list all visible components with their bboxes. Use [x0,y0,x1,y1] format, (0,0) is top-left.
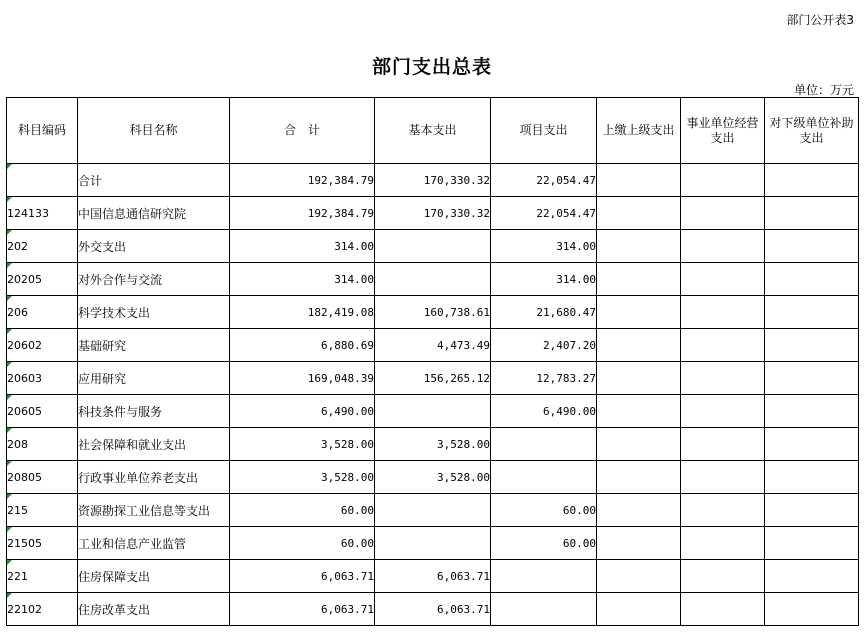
cell-business [681,461,765,494]
cell-name [78,560,230,593]
header-business: 事业单位经营支出 [681,98,765,164]
cell-code [7,329,78,362]
cell-business [681,428,765,461]
cell-subsidy [765,560,859,593]
cell-name-text: 行政事业单位养老支出 [78,470,199,485]
cell-code-text: 215 [7,503,28,517]
cell-basic [375,593,491,626]
cell-project-text: 60.00 [562,536,596,550]
cell-total [230,362,375,395]
cell-marker-icon [7,395,12,400]
cell-upper [597,164,681,197]
cell-name [78,296,230,329]
cell-name-text: 合计 [78,173,103,188]
cell-basic-text: 170,330.32 [423,206,490,220]
cell-upper [597,461,681,494]
cell-total [230,296,375,329]
cell-name-text: 资源勘探工业信息等支出 [78,503,211,518]
cell-business [681,527,765,560]
cell-code [7,428,78,461]
cell-name [78,494,230,527]
cell-code-text: 206 [7,305,28,319]
cell-basic [375,494,491,527]
cell-basic [375,230,491,263]
cell-business [681,164,765,197]
cell-total-text: 60.00 [340,536,374,550]
cell-subsidy [765,296,859,329]
cell-subsidy [765,164,859,197]
cell-project [491,230,597,263]
cell-marker-icon [7,164,12,169]
cell-name [78,362,230,395]
cell-subsidy [765,527,859,560]
table-row [7,395,859,428]
cell-subsidy [765,263,859,296]
cell-basic-text: 4,473.49 [437,338,490,352]
cell-subsidy [765,362,859,395]
cell-name-text: 科技条件与服务 [78,404,163,419]
cell-marker-icon [7,362,12,367]
table-row [7,329,859,362]
cell-subsidy [765,593,859,626]
cell-name-text: 中国信息通信研究院 [78,206,187,221]
cell-code [7,527,78,560]
cell-project-text: 6,490.00 [543,404,596,418]
cell-project-text: 314.00 [556,272,596,286]
cell-upper [597,527,681,560]
table-row [7,197,859,230]
cell-total-text: 6,063.71 [321,602,374,616]
cell-total [230,560,375,593]
cell-total-text: 314.00 [334,239,374,253]
table-header [7,98,859,164]
cell-code [7,461,78,494]
cell-name-text: 外交支出 [78,239,127,254]
cell-project [491,296,597,329]
cell-project [491,593,597,626]
cell-project [491,362,597,395]
cell-marker-icon [7,428,12,433]
cell-subsidy [765,395,859,428]
cell-name-text: 住房保障支出 [78,569,151,584]
cell-basic [375,560,491,593]
cell-business [681,230,765,263]
cell-project-text: 22,054.47 [536,206,596,220]
cell-total-text: 6,490.00 [321,404,374,418]
cell-name-text: 住房改革支出 [78,602,151,617]
cell-name [78,527,230,560]
cell-code [7,197,78,230]
cell-total-text: 3,528.00 [321,470,374,484]
cell-business [681,395,765,428]
cell-upper [597,197,681,230]
cell-basic [375,197,491,230]
cell-upper [597,593,681,626]
cell-project [491,329,597,362]
header-project: 项目支出 [491,98,597,164]
cell-name [78,197,230,230]
cell-marker-icon [7,296,12,301]
cell-code-text: 20805 [7,470,42,484]
cell-code [7,164,78,197]
cell-marker-icon [7,230,12,235]
cell-name-text: 应用研究 [78,371,127,386]
cell-marker-icon [7,593,12,598]
table-row [7,296,859,329]
cell-code-text: 22102 [7,602,42,616]
cell-upper [597,296,681,329]
cell-code [7,362,78,395]
header-basic: 基本支出 [375,98,491,164]
cell-project [491,197,597,230]
cell-business [681,197,765,230]
cell-subsidy [765,197,859,230]
table-body [7,164,859,626]
cell-marker-icon [7,461,12,466]
table-row [7,428,859,461]
table-row [7,164,859,197]
cell-project-text: 12,783.27 [536,371,596,385]
cell-business [681,494,765,527]
cell-code-text: 20605 [7,404,42,418]
cell-code-text: 21505 [7,536,42,550]
table-row [7,230,859,263]
cell-code-text: 20603 [7,371,42,385]
cell-total-text: 314.00 [334,272,374,286]
cell-marker-icon [7,560,12,565]
cell-total-text: 182,419.08 [307,305,374,319]
cell-business [681,263,765,296]
cell-basic-text: 3,528.00 [437,470,490,484]
cell-project-text: 22,054.47 [536,173,596,187]
page-title: 部门支出总表 [371,56,492,78]
cell-code-text: 124133 [7,206,49,220]
cell-project [491,527,597,560]
cell-total-text: 6,063.71 [321,569,374,583]
cell-name [78,164,230,197]
cell-total-text: 60.00 [340,503,374,517]
cell-total [230,230,375,263]
cell-total-text: 6,880.69 [321,338,374,352]
header-name: 科目名称 [78,98,230,164]
cell-marker-icon [7,329,12,334]
cell-code-text: 202 [7,239,28,253]
header-code: 科目编码 [7,98,78,164]
cell-project [491,395,597,428]
cell-marker-icon [7,494,12,499]
cell-upper [597,395,681,428]
cell-name [78,395,230,428]
header-subsidy: 对下级单位补助支出 [765,98,859,164]
cell-basic [375,296,491,329]
cell-upper [597,494,681,527]
cell-business [681,296,765,329]
cell-code-text: 20205 [7,272,42,286]
cell-basic-text: 6,063.71 [437,569,490,583]
cell-upper [597,560,681,593]
table-row [7,263,859,296]
document-code: 部门公开表3 [786,13,854,27]
table-row [7,527,859,560]
cell-basic [375,164,491,197]
cell-business [681,329,765,362]
cell-basic-text: 6,063.71 [437,602,490,616]
cell-total [230,494,375,527]
cell-total [230,329,375,362]
cell-code [7,296,78,329]
cell-total [230,164,375,197]
cell-basic [375,263,491,296]
cell-name [78,461,230,494]
cell-total-text: 3,528.00 [321,437,374,451]
cell-project [491,164,597,197]
cell-basic-text: 156,265.12 [423,371,490,385]
cell-name-text: 科学技术支出 [78,305,151,320]
cell-basic [375,428,491,461]
cell-name-text: 社会保障和就业支出 [78,437,187,452]
cell-name-text: 基础研究 [78,338,127,353]
cell-total [230,263,375,296]
cell-marker-icon [7,527,12,532]
cell-total [230,428,375,461]
cell-name-text: 工业和信息产业监管 [78,536,187,551]
cell-project [491,461,597,494]
table-row [7,362,859,395]
cell-total [230,461,375,494]
cell-project [491,494,597,527]
cell-upper [597,230,681,263]
cell-code [7,560,78,593]
cell-total-text: 192,384.79 [307,206,374,220]
cell-upper [597,329,681,362]
cell-name [78,329,230,362]
cell-basic-text: 170,330.32 [423,173,490,187]
cell-total-text: 192,384.79 [307,173,374,187]
cell-project-text: 60.00 [562,503,596,517]
cell-name [78,593,230,626]
cell-project [491,428,597,461]
cell-project-text: 314.00 [556,239,596,253]
cell-business [681,560,765,593]
cell-basic [375,329,491,362]
header-total: 合 计 [230,98,375,164]
cell-subsidy [765,329,859,362]
cell-name [78,263,230,296]
cell-subsidy [765,461,859,494]
cell-code-text: 221 [7,569,28,583]
cell-project [491,560,597,593]
cell-total-text: 169,048.39 [307,371,374,385]
cell-project-text: 21,680.47 [536,305,596,319]
table-row [7,593,859,626]
cell-basic [375,461,491,494]
unit-label: 单位：万元 [793,83,854,97]
cell-basic [375,362,491,395]
cell-upper [597,263,681,296]
header-upper: 上缴上级支出 [597,98,681,164]
cell-code [7,494,78,527]
cell-name [78,230,230,263]
cell-code [7,395,78,428]
table-row [7,461,859,494]
cell-upper [597,362,681,395]
cell-marker-icon [7,197,12,202]
cell-subsidy [765,230,859,263]
cell-basic-text: 3,528.00 [437,437,490,451]
expenditure-table [6,97,859,626]
cell-name [78,428,230,461]
cell-basic-text: 160,738.61 [423,305,490,319]
cell-subsidy [765,428,859,461]
cell-total [230,593,375,626]
cell-marker-icon [7,263,12,268]
cell-code [7,593,78,626]
cell-name-text: 对外合作与交流 [78,272,163,287]
table-row [7,560,859,593]
cell-code-text: 208 [7,437,28,451]
cell-subsidy [765,494,859,527]
cell-code [7,263,78,296]
cell-basic [375,395,491,428]
cell-project-text: 2,407.20 [543,338,596,352]
cell-business [681,593,765,626]
cell-basic [375,527,491,560]
cell-upper [597,428,681,461]
cell-total [230,527,375,560]
cell-total [230,197,375,230]
cell-project [491,263,597,296]
cell-total [230,395,375,428]
cell-code-text: 20602 [7,338,42,352]
cell-code [7,230,78,263]
cell-business [681,362,765,395]
table-row [7,494,859,527]
